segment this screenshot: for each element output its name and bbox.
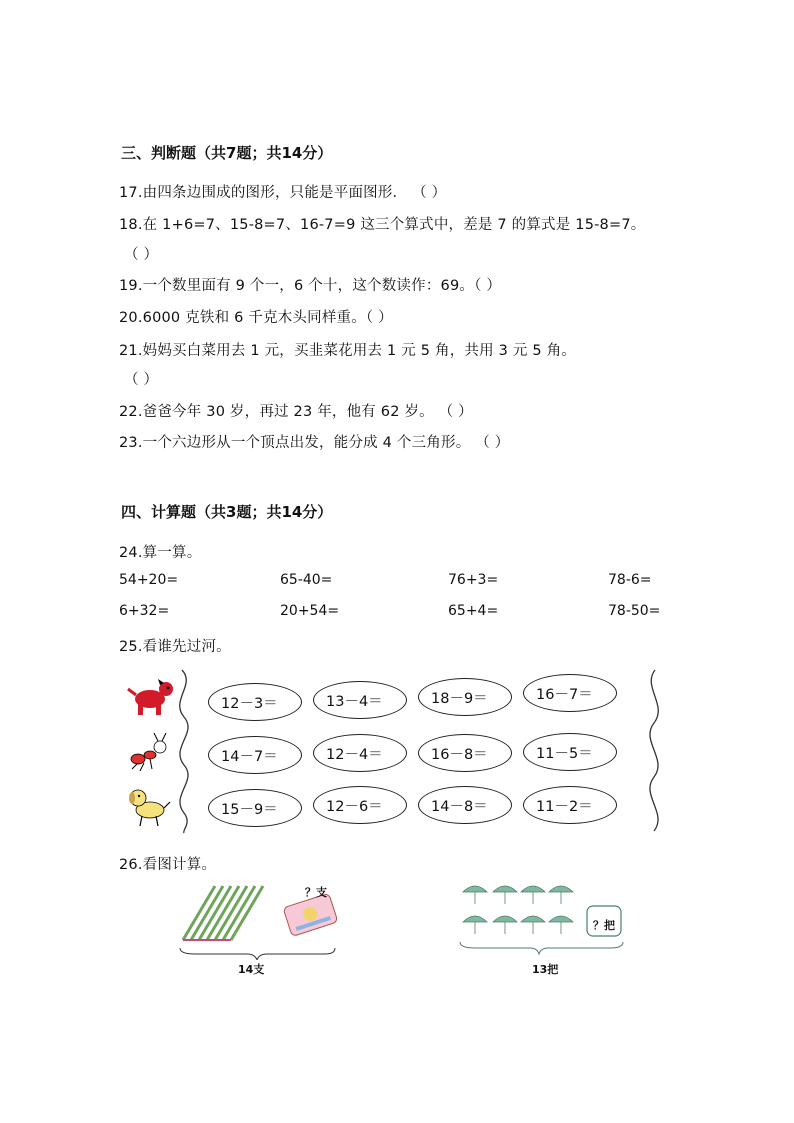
equation-oval: 15－9＝ <box>208 789 302 827</box>
equation-oval: 14－8＝ <box>418 786 512 824</box>
question-22: 22.爸爸今年 30 岁，再过 23 年，他有 62 岁。 （ ） <box>119 404 473 420</box>
question-21-answer: （ ） <box>124 372 159 388</box>
equation-oval: 11－5＝ <box>523 733 617 771</box>
calc-item: 65-40= <box>280 572 333 588</box>
question-26-label: 26.看图计算。 <box>119 857 217 873</box>
right-bank-line <box>650 670 658 831</box>
calc-item: 54+20= <box>119 572 179 588</box>
question-24-label: 24.算一算。 <box>119 545 202 561</box>
equation-oval: 18－9＝ <box>418 678 512 716</box>
yellow-dog-icon <box>129 790 170 826</box>
red-dog-icon <box>128 679 173 715</box>
equation-oval: 14－7＝ <box>208 736 302 774</box>
equation-oval: 12－6＝ <box>313 786 407 824</box>
question-23: 23.一个六边形从一个顶点出发，能分成 4 个三角形。 （ ） <box>119 435 510 451</box>
question-25-label: 25.看谁先过河。 <box>119 639 231 655</box>
calc-item: 78-50= <box>608 603 661 619</box>
question-17: 17.由四条边围成的图形，只能是平面图形． （ ） <box>119 185 447 201</box>
question-19: 19.一个数里面有 9 个一，6 个十，这个数读作：69。（ ） <box>119 278 502 294</box>
umbrella-icon <box>463 886 573 934</box>
question-18: 18.在 1+6=7、15-8=7、16-7=9 这三个算式中，差是 7 的算式是 15-8=7。 <box>119 217 646 233</box>
calc-item: 20+54= <box>280 603 340 619</box>
calc-item: 76+3= <box>448 572 499 588</box>
calc-item: 65+4= <box>448 603 499 619</box>
pencil-question-label: ？支 <box>305 886 327 899</box>
calc-item: 6+32= <box>119 603 170 619</box>
left-bank-line <box>180 670 188 833</box>
question-18-answer: （ ） <box>124 247 159 263</box>
pencil-total-label: 14支 <box>238 963 265 976</box>
equation-oval: 16－7＝ <box>523 674 617 712</box>
equation-oval: 11－2＝ <box>523 786 617 824</box>
question-20: 20.6000 克铁和 6 千克木头同样重。（ ） <box>119 310 393 326</box>
question-21: 21.妈妈买白菜用去 1 元，买韭菜花用去 1 元 5 角，共用 3 元 5 角。 <box>119 343 576 359</box>
calc-item: 78-6= <box>608 572 652 588</box>
equation-oval: 16－8＝ <box>418 734 512 772</box>
ant-icon <box>131 733 166 771</box>
equation-oval: 13－4＝ <box>313 681 407 719</box>
equation-oval: 12－3＝ <box>208 683 302 721</box>
section-3-title: 三、判断题（共7题；共14分） <box>121 144 333 162</box>
right-brace <box>460 942 623 954</box>
equation-oval: 12－4＝ <box>313 734 407 772</box>
umbrella-total-label: 13把 <box>532 963 559 976</box>
pencils-icon <box>183 886 263 940</box>
section-4-title: 四、计算题（共3题；共14分） <box>121 503 333 521</box>
umbrella-question-label: ？把 <box>593 919 615 932</box>
left-brace <box>180 948 335 960</box>
